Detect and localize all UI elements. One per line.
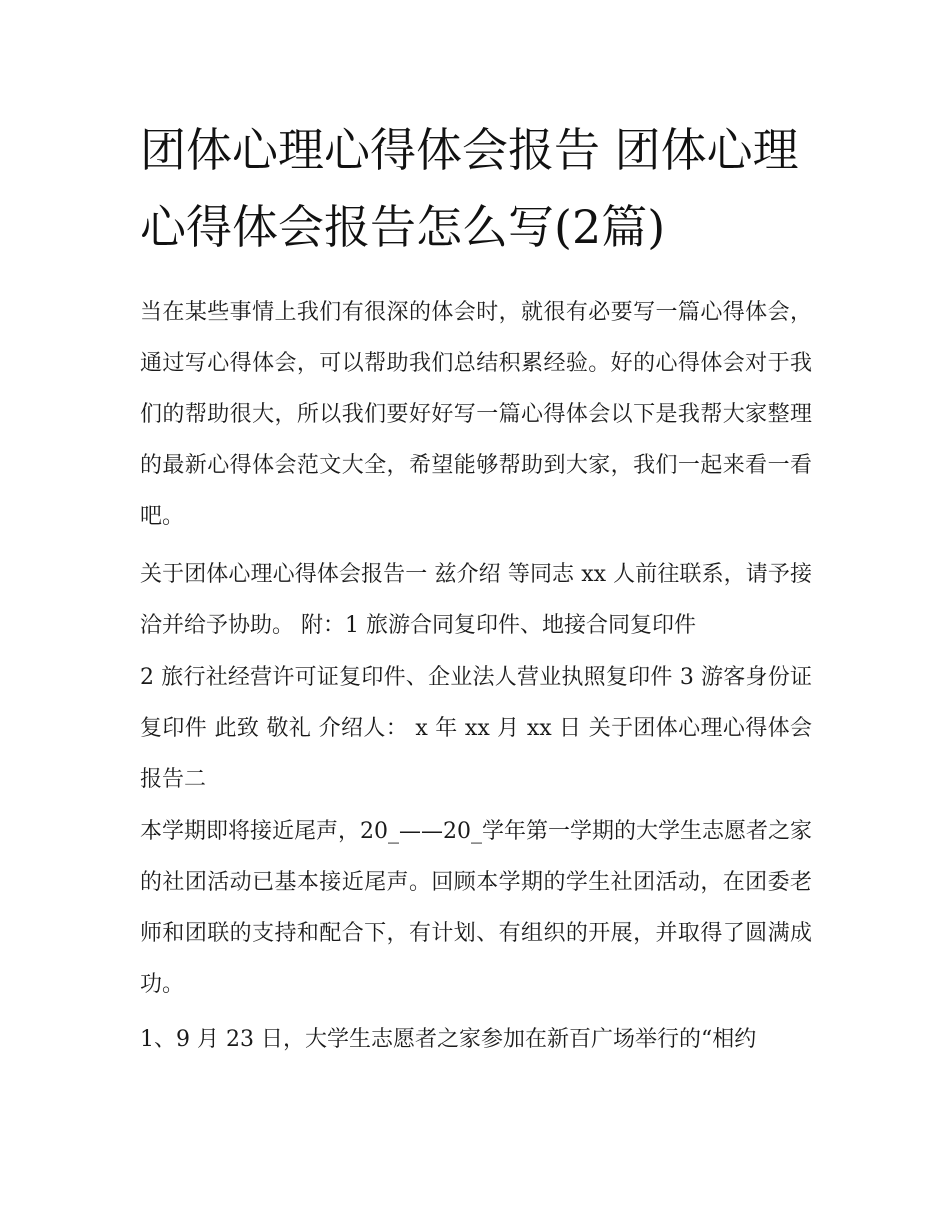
attachment-list-paragraph: 2 旅行社经营许可证复印件、企业法人营业执照复印件 3 游客身份证复印件 此致 敬礼 介绍人： x 年 xx 月 xx 日 关于团体心理心得体会报告二 [140,665,812,792]
intro-paragraph: 当在某些事情上我们有很深的体会时，就很有必要写一篇心得体会，通过写心得体会，可以帮助我们总结积累经验。好的心得体会对于我们的帮助很大，所以我们要好好写一篇心得体会以下是我帮大家整理的最新心得体会范文大全，希望能够帮助到大家，我们一起来看一看吧。 [140,300,812,529]
semester-summary-paragraph: 本学期即将接近尾声，20_——20_学年第一学期的大学生志愿者之家的社团活动已基本接近尾声。回顾本学期的学生社团活动，在团委老师和团联的支持和配合下，有计划、有组织的开展，并取得了圆满成功。 [140,819,812,997]
introduction-letter-paragraph: 关于团体心理心得体会报告一 兹介绍 等同志 xx 人前往联系，请予接洽并给予协助。 附：1 旅游合同复印件、地接合同复印件 [140,562,812,638]
activity-item-paragraph: 1、9 月 23 日，大学生志愿者之家参加在新百广场举行的“相约 [140,1027,757,1052]
document-body [140,112,812,1065]
document-title: 团体心理心得体会报告 团体心理心得体会报告怎么写(2篇) [140,123,799,254]
